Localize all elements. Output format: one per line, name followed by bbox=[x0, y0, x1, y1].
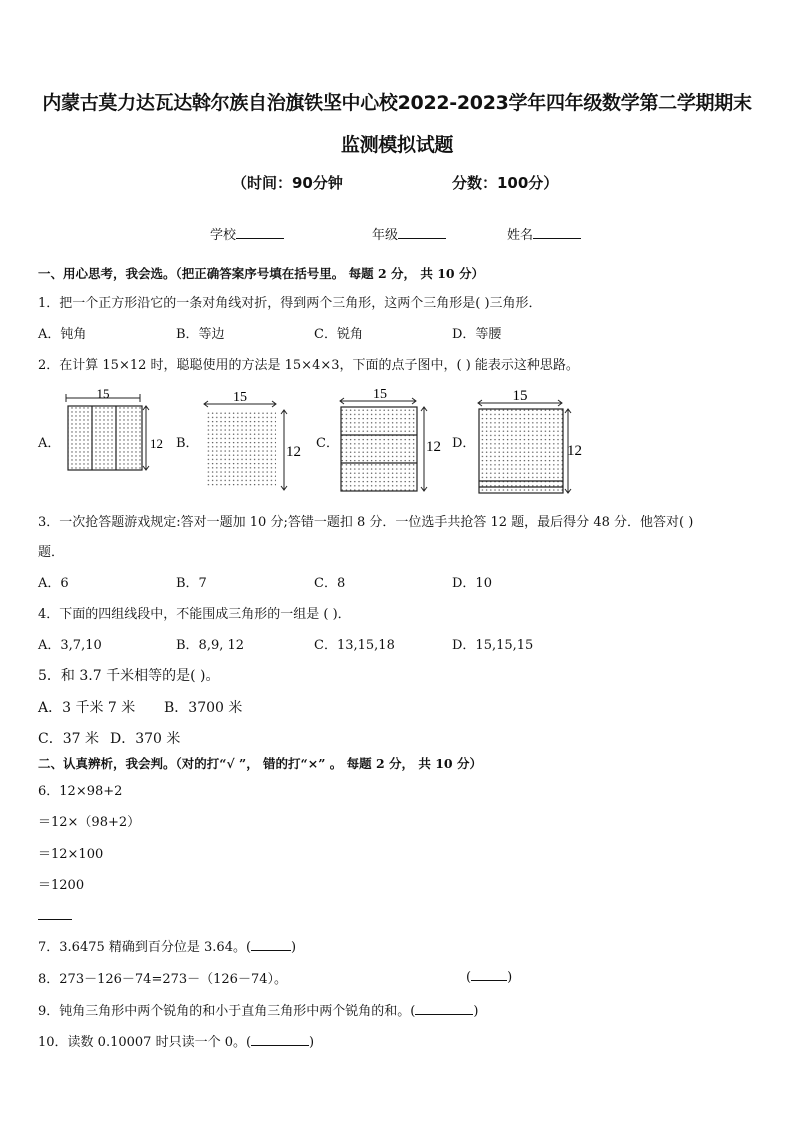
exam-title-line2: 监测模拟试题 bbox=[340, 134, 454, 156]
q3-option-b[interactable]: B．7 bbox=[176, 576, 207, 591]
q2b-width-label: 15 bbox=[233, 390, 247, 405]
q8-paren-left: ( bbox=[466, 970, 472, 985]
q1-option-a[interactable]: A．钝角 bbox=[38, 327, 87, 342]
q5-option-d[interactable]: D．370 米 bbox=[110, 731, 181, 747]
q2d-width-label: 15 bbox=[512, 388, 528, 404]
q2-text: 2．在计算 15×12 时，聪聪使用的方法是 15×4×3，下面的点子图中，( ) 能表示这种思路。 bbox=[38, 358, 579, 373]
exam-title-line1: 内蒙古莫力达瓦达斡尔族自治旗铁坚中心校2022-2023学年四年级数学第二学期期末 bbox=[42, 92, 752, 114]
q10-paren: ) bbox=[309, 1035, 315, 1050]
grade-label: 年级 bbox=[372, 228, 399, 243]
q4-option-a[interactable]: A．3,7,10 bbox=[38, 638, 102, 653]
q6-answer-blank[interactable] bbox=[38, 919, 72, 920]
q4-option-d[interactable]: D．15,15,15 bbox=[452, 638, 534, 653]
name-field[interactable] bbox=[507, 224, 581, 243]
q10-line bbox=[38, 1031, 314, 1050]
q6-line4: ＝1200 bbox=[38, 878, 85, 893]
q2a-height-label: 12 bbox=[150, 436, 163, 451]
q10-answer-blank[interactable] bbox=[251, 1033, 309, 1046]
q3-option-a[interactable]: A．6 bbox=[38, 576, 69, 591]
q1-text: 1．把一个正方形沿它的一条对角线对折，得到两个三角形，这两个三角形是( )三角形． bbox=[38, 296, 542, 311]
q4-text: 4．下面的四组线段中，不能围成三角形的一组是 ( )． bbox=[38, 607, 351, 622]
q5-option-b[interactable]: B．3700 米 bbox=[164, 700, 243, 716]
section2-heading: 二、认真辨析，我会判。（对的打“√ ”， 错的打“×” 。 每题 2 分， 共 10 分） bbox=[38, 756, 482, 771]
q2-figure-a[interactable] bbox=[58, 386, 166, 496]
school-label: 学校 bbox=[210, 228, 237, 243]
exam-score: 分数：100分） bbox=[452, 174, 559, 192]
q8-answer-blank[interactable] bbox=[471, 968, 507, 981]
q5-option-c[interactable]: C．37 米 bbox=[38, 731, 99, 747]
q3-text-cont: 题． bbox=[38, 545, 65, 560]
q3-text: 3．一次抢答题游戏规定:答对一题加 10 分;答错一题扣 8 分．一位选手共抢答 12 题，最后得分 48 分．他答对( ) bbox=[38, 515, 694, 530]
q7-answer-blank[interactable] bbox=[251, 938, 291, 951]
q7-line bbox=[38, 936, 296, 955]
q5-text: 5．和 3.7 千米相等的是( )。 bbox=[38, 668, 220, 684]
q8-answer[interactable] bbox=[466, 968, 512, 985]
q2-label-c[interactable]: C． bbox=[316, 436, 339, 451]
name-blank[interactable] bbox=[533, 226, 581, 239]
q6-line1: 6．12×98+2 bbox=[38, 784, 123, 799]
q9-line bbox=[38, 1000, 478, 1019]
q3-option-d[interactable]: D．10 bbox=[452, 576, 492, 591]
q2a-width-label: 15 bbox=[96, 386, 110, 401]
q9-answer-blank[interactable] bbox=[415, 1002, 473, 1015]
q2c-height-label: 12 bbox=[426, 439, 441, 455]
q6-line3: ＝12×100 bbox=[38, 847, 104, 862]
q2-label-b[interactable]: B． bbox=[176, 436, 199, 451]
school-field[interactable] bbox=[210, 224, 284, 243]
q10-text: 10．读数 0.10007 时只读一个 0。( bbox=[38, 1035, 252, 1050]
q2-figure-b[interactable] bbox=[198, 386, 308, 496]
q7-paren: ) bbox=[291, 940, 297, 955]
q4-option-c[interactable]: C．13,15,18 bbox=[314, 638, 395, 653]
exam-time: （时间：90分钟 bbox=[232, 174, 343, 192]
q4-option-b[interactable]: B．8,9, 12 bbox=[176, 638, 245, 653]
q2c-width-label: 15 bbox=[373, 387, 387, 402]
q1-option-b[interactable]: B．等边 bbox=[176, 327, 225, 342]
section1-heading: 一、用心思考，我会选。（把正确答案序号填在括号里。 每题 2 分， 共 10 分） bbox=[38, 266, 484, 281]
q2b-height-label: 12 bbox=[286, 444, 301, 460]
q1-option-d[interactable]: D．等腰 bbox=[452, 327, 502, 342]
grade-blank[interactable] bbox=[398, 226, 446, 239]
q2-label-a[interactable]: A． bbox=[38, 436, 61, 451]
q2-figure-c[interactable] bbox=[336, 383, 444, 495]
name-label: 姓名 bbox=[507, 228, 534, 243]
q2d-height-label: 12 bbox=[567, 443, 582, 459]
school-blank[interactable] bbox=[236, 226, 284, 239]
grade-field[interactable] bbox=[372, 224, 446, 243]
q6-line2: ＝12×（98+2） bbox=[38, 815, 141, 830]
q8-text: 8．273－126－74=273－（126－74）。 bbox=[38, 972, 287, 987]
q8-paren-right: ) bbox=[507, 970, 513, 985]
q3-option-c[interactable]: C．8 bbox=[314, 576, 346, 591]
q7-text: 7．3.6475 精确到百分位是 3.64。( bbox=[38, 940, 252, 955]
q9-text: 9．钝角三角形中两个锐角的和小于直角三角形中两个锐角的和。( bbox=[38, 1004, 416, 1019]
q2-figure-d[interactable] bbox=[472, 383, 584, 497]
q1-option-c[interactable]: C．锐角 bbox=[314, 327, 363, 342]
q9-paren: ) bbox=[473, 1004, 479, 1019]
q2-label-d[interactable]: D． bbox=[452, 436, 476, 451]
q5-option-a[interactable]: A．3 千米 7 米 bbox=[38, 700, 136, 716]
